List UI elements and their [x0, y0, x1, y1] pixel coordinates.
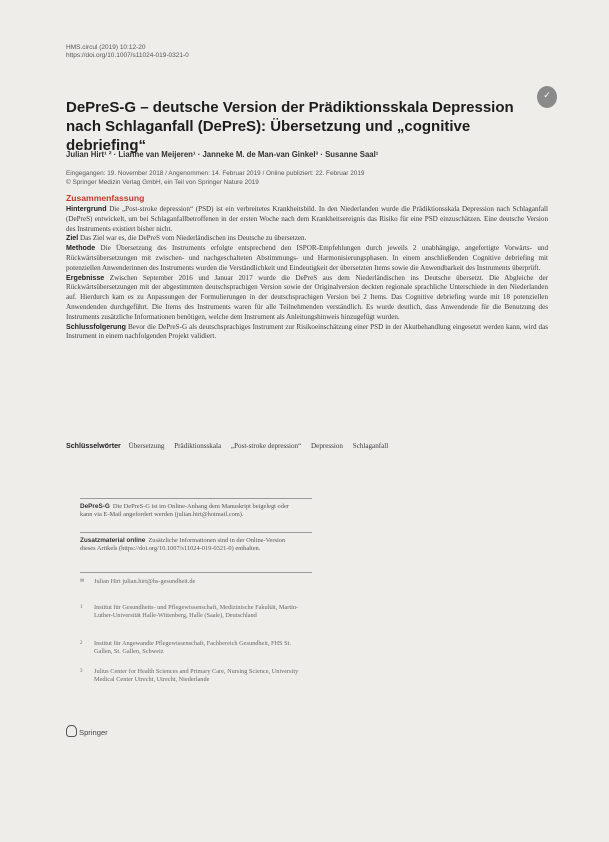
journal-citation: HMS.circul (2019) 10:12-20 [66, 44, 146, 51]
section-text: Bevor die DePreS-G als deutschsprachiges Instrument zur Risikoeinschätzung einer PSD in der Akutbehandlung eingesetzt werden kann, wird das Instrument in einem nachfolgenden Projekt validiert. [66, 322, 548, 341]
section-label: Ergebnisse [66, 273, 105, 282]
journal-header [66, 44, 189, 60]
note-text: Die DePreS-G ist im Online-Anhang dem Manuskript beigelegt oder kann via E-Mail angefordert werden (julian.hirt@hotmail.com). [80, 503, 289, 519]
keywords [66, 442, 548, 450]
affiliation-text: Julius Center for Health Sciences and Primary Care, Nursing Science, University Medical Center Utrecht, Utrecht, Niederlande [94, 668, 299, 684]
divider [80, 498, 312, 499]
affiliation-text[interactable]: Julian Hirt julian.hirt@hs-gesundheit.de [94, 578, 196, 585]
affiliation-text: Institut für Gesundheits- und Pflegewissenschaft, Medizinische Fakultät, Martin-Luther-Universität Halle-Wittenberg, Halle (Saale), Deutschland [94, 604, 299, 620]
abstract-section-ziel [66, 234, 548, 244]
affiliation-number: 3 [80, 669, 83, 674]
instrument-note [80, 503, 302, 520]
abstract-heading: Zusammenfassung [66, 193, 145, 203]
keyword: Schlaganfall [352, 442, 389, 450]
divider [80, 572, 312, 573]
author-list: Julian Hirt¹ ² · Lianne van Meijeren¹ · Janneke M. de Man-van Ginkel³ · Susanne Saal¹ [66, 150, 379, 159]
keyword: „Post-stroke depression“ [230, 442, 302, 450]
keyword: Übersetzung [128, 442, 165, 450]
section-label: Hintergrund [66, 205, 107, 213]
keyword: Prädiktionsskala [174, 442, 222, 450]
abstract-section-ergebnisse [66, 274, 548, 323]
section-text: Das Ziel war es, die DePreS vom Niederländischen ins Deutsche zu übersetzen. [80, 234, 307, 243]
affiliation-number: 2 [80, 641, 83, 646]
mail-icon: ✉ [80, 579, 85, 584]
section-label: Methode [66, 244, 96, 253]
affiliation-item [80, 640, 300, 656]
abstract-section-methode [66, 244, 548, 273]
section-label: Ziel [66, 234, 79, 243]
supplement-note [80, 537, 302, 554]
received-accepted-dates: Eingegangen: 19. November 2018 / Angenommen: 14. Februar 2019 / Online publiziert: 22. Februar 2019 [66, 170, 365, 177]
affiliation-item [80, 668, 300, 684]
correspondence [80, 578, 300, 586]
note-text: Zusätzliche Informationen sind in der Online-Version dieses Artikels (https://doi.org/10.1007/s11024-019-0321-0) enthalten. [80, 537, 286, 553]
affiliation-text: Institut für Angewandte Pflegewissenschaft, Fachbereich Gesundheit, FHS St. Gallen, St. Gallen, Schweiz [94, 640, 291, 656]
affiliation-item [80, 604, 300, 620]
divider [80, 532, 312, 533]
note-label: Zusatzmaterial online [80, 537, 146, 544]
publisher-logo [66, 725, 108, 737]
section-text: Die Übersetzung des Instruments erfolgte entsprechend den ISPOR-Empfehlungen durch jeweils 2 unabhängige, angefertigte Vorwärts- und Rückwärtsübersetzungen mit zwischen- und nachgeschalteten Abstimmungs- und Harmonisierungsphasen. In einem anschließenden Cognitive debriefing mit potenziellen Anwenderinnen des Instruments wurden die Verständlichkeit und Eindeutigkeit der übersetzten Items sowie die Anwendbarkeit des Instruments überprüft. [66, 244, 548, 272]
affiliation-number: 1 [80, 605, 83, 610]
keyword: Depression [311, 442, 343, 450]
publication-dates [66, 170, 364, 187]
abstract-section-schlussfolgerung [66, 323, 548, 343]
springer-horse-icon [66, 725, 77, 737]
abstract-body [66, 205, 548, 342]
copyright-line: © Springer Medizin Verlag GmbH, ein Teil von Springer Nature 2019 [66, 178, 259, 186]
section-text: Zwischen September 2016 und Januar 2017 wurde die DePreS aus dem Niederländischen ins Deutsche übersetzt. Die Abgleiche der Rückwärtsübersetzungen mit der abgestimmten deutschsprachigen Version sowie der Originalversion deckten regionale sprachliche Unterschiede in den Niederlanden auf. Hierdurch kam es zu Anpassungen der Formulierungen in der deutschsprachigen Version bei 2 Items. Das Cognitive debriefing wurde mit 18 potenziellen Anwendenden durchgeführt. Die Items des Instruments waren für alle Teilnehmenden verständlich. Es wurde deutlich, dass Anwendende für die Benutzung des Instruments zusätzliche Informationen benötigen, welche dem Instrument als Anleitungshinweis hinzugefügt wurden. [66, 273, 548, 321]
publisher-name: Springer [79, 728, 108, 737]
keywords-label: Schlüsselwörter [66, 442, 121, 450]
section-text: Die „Post-stroke depression“ (PSD) ist ein verbreitetes Krankheitsbild. In den Niederlanden wurde die Prädiktionsskala Depression nach Schlaganfall (DePreS) entwickelt, um bei Schlaganfallbetroffenen in der ersten Woche nach dem Krankheitsereignis das Risiko für eine PSD einzuschätzen. Eine deutsche Version des Instruments existiert bisher nicht. [66, 205, 548, 233]
abstract-section-hintergrund [66, 205, 548, 234]
doi-link[interactable]: https://doi.org/10.1007/s11024-019-0321-0 [66, 52, 189, 59]
note-label: DePreS-G [80, 503, 110, 510]
section-label: Schlussfolgerung [66, 322, 126, 331]
article-title: DePreS-G – deutsche Version der Prädiktionsskala Depression nach Schlaganfall (DePreS): Übersetzung und „cognitive debriefing“ [66, 99, 514, 154]
crossmark-icon[interactable]: ✓ [537, 86, 557, 108]
